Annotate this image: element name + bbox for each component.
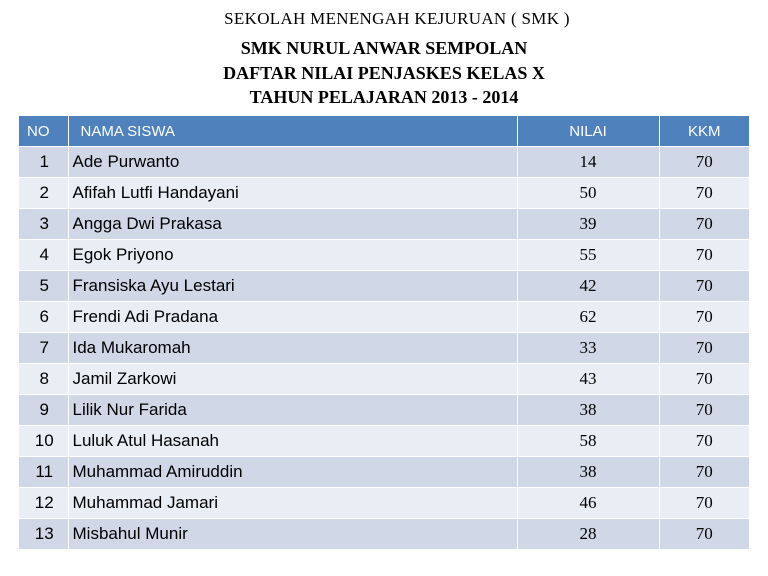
table-row: [19, 488, 749, 519]
table-row: [19, 209, 749, 240]
cell-no: 8: [19, 364, 68, 395]
header-row: [19, 116, 749, 147]
cell-nilai: 58: [517, 426, 659, 457]
cell-no: 6: [19, 302, 68, 333]
cell-name: Misbahul Munir: [68, 519, 517, 550]
cell-no: 13: [19, 519, 68, 550]
cell-nilai: 38: [517, 457, 659, 488]
cell-name: Ade Purwanto: [68, 147, 517, 178]
cell-nilai: 39: [517, 209, 659, 240]
cell-nilai: 46: [517, 488, 659, 519]
cell-no: 10: [19, 426, 68, 457]
cell-name: Muhammad Jamari: [68, 488, 517, 519]
cell-no: 9: [19, 395, 68, 426]
cell-name: Ida Mukaromah: [68, 333, 517, 364]
list-title-heading: DAFTAR NILAI PENJASKES KELAS X: [223, 63, 545, 83]
cell-nilai: 50: [517, 178, 659, 209]
cell-nilai: 28: [517, 519, 659, 550]
column-header-kkm: KKM: [659, 116, 749, 147]
table-row: [19, 364, 749, 395]
cell-nilai: 14: [517, 147, 659, 178]
cell-name: Lilik Nur Farida: [68, 395, 517, 426]
cell-kkm: 70: [659, 488, 749, 519]
table-row: [19, 519, 749, 550]
academic-year-heading: TAHUN PELAJARAN 2013 - 2014: [249, 87, 519, 107]
cell-no: 4: [19, 240, 68, 271]
cell-no: 11: [19, 457, 68, 488]
cell-kkm: 70: [659, 209, 749, 240]
cell-kkm: 70: [659, 426, 749, 457]
cell-kkm: 70: [659, 364, 749, 395]
cell-kkm: 70: [659, 395, 749, 426]
table-row: [19, 240, 749, 271]
cell-kkm: 70: [659, 147, 749, 178]
column-header-name: NAMA SISWA: [68, 116, 517, 147]
school-name-heading: SMK NURUL ANWAR SEMPOLAN: [240, 38, 528, 58]
cell-nilai: 42: [517, 271, 659, 302]
table-header: [19, 116, 749, 147]
cell-no: 12: [19, 488, 68, 519]
table-row: [19, 178, 749, 209]
cell-name: Muhammad Amiruddin: [68, 457, 517, 488]
cell-no: 5: [19, 271, 68, 302]
cell-no: 2: [19, 178, 68, 209]
cell-nilai: 43: [517, 364, 659, 395]
cell-nilai: 38: [517, 395, 659, 426]
cell-nilai: 33: [517, 333, 659, 364]
table-row: [19, 302, 749, 333]
cell-kkm: 70: [659, 457, 749, 488]
column-header-nilai: NILAI: [517, 116, 659, 147]
cell-name: Angga Dwi Prakasa: [68, 209, 517, 240]
table-body: [19, 147, 749, 550]
cell-nilai: 55: [517, 240, 659, 271]
table-row: [19, 333, 749, 364]
cell-kkm: 70: [659, 240, 749, 271]
cell-name: Frendi Adi Pradana: [68, 302, 517, 333]
cell-name: Afifah Lutfi Handayani: [68, 178, 517, 209]
cell-kkm: 70: [659, 178, 749, 209]
cell-kkm: 70: [659, 271, 749, 302]
cell-no: 1: [19, 147, 68, 178]
cell-name: Fransiska Ayu Lestari: [68, 271, 517, 302]
cell-no: 7: [19, 333, 68, 364]
table-row: [19, 457, 749, 488]
table-row: [19, 147, 749, 178]
cell-name: Egok Priyono: [68, 240, 517, 271]
cell-nilai: 62: [517, 302, 659, 333]
column-header-no: NO: [19, 116, 68, 147]
cell-kkm: 70: [659, 333, 749, 364]
school-type-heading: SEKOLAH MENENGAH KEJURUAN ( SMK ): [224, 9, 570, 28]
cell-name: Jamil Zarkowi: [68, 364, 517, 395]
table-row: [19, 271, 749, 302]
cell-kkm: 70: [659, 302, 749, 333]
table-row: [19, 426, 749, 457]
cell-name: Luluk Atul Hasanah: [68, 426, 517, 457]
cell-no: 3: [19, 209, 68, 240]
cell-kkm: 70: [659, 519, 749, 550]
grades-table: [19, 116, 749, 549]
table-row: [19, 395, 749, 426]
